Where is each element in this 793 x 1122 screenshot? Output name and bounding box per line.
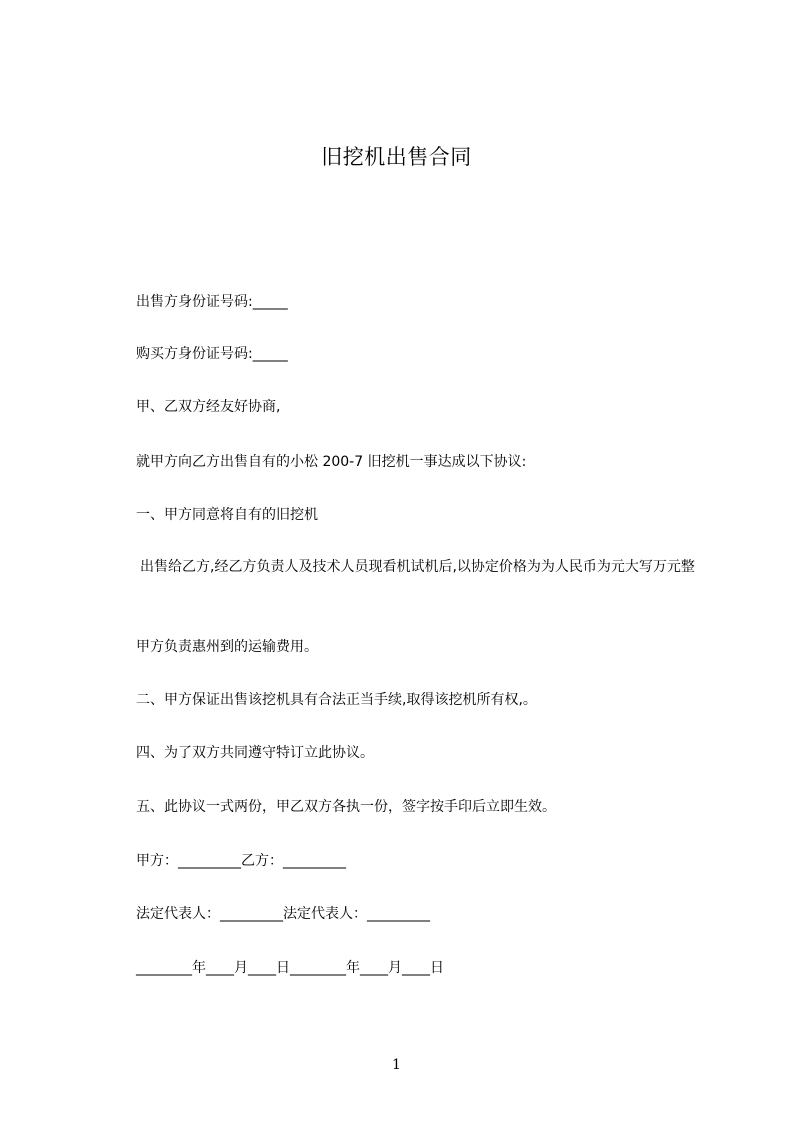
clause-five-line: 五、此协议一式两份，甲乙双方各执一份，签字按手印后立即生效。 [136,799,556,815]
parties-signature-line: 甲方：_________乙方：_________ [136,853,346,869]
agreement-line: 就甲方向乙方出售自有的小松 200-7 旧挖机一事达成以下协议: [136,454,527,470]
date-line: ________年____月____日________年____月____日 [136,960,444,976]
transport-cost-line: 甲方负责惠州到的运输费用。 [136,639,318,655]
intro-line: 甲、乙双方经友好协商, [136,399,281,415]
clause-one-detail-text: 出售给乙方,经乙方负责人及技术人员现看机试机后,以协定价格为为人民币为元大写万元整 [140,559,695,575]
clause-one-detail [92,557,712,578]
seller-id-line: 出售方身份证号码:_____ [136,294,288,310]
clause-one-line: 一、甲方同意将自有的旧挖机 [136,507,318,523]
document-title: 旧挖机出售合同 [321,145,472,169]
page-number: 1 [392,1057,401,1073]
buyer-id-line: 购买方身份证号码:_____ [136,346,288,362]
clause-two-line: 二、甲方保证出售该挖机具有合法正当手续,取得该挖机所有权,。 [136,692,537,708]
clause-four-line: 四、为了双方共同遵守特订立此协议。 [136,745,374,761]
representative-signature-line: 法定代表人：_________法定代表人：_________ [136,906,430,922]
